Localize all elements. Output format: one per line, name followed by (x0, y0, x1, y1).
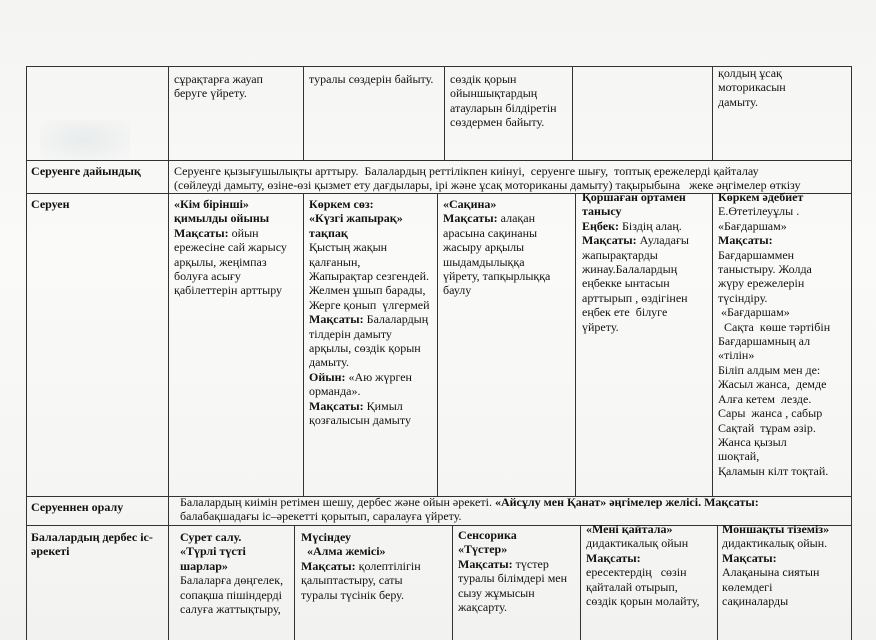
return-text-plain: Балалардың киімін ретімен шешу, дербес және ойын әрекеті. (180, 495, 495, 509)
table-border-col4-bot (580, 525, 581, 640)
walk-col1-goal: ойын ережесіне сай жарысу арқылы, жеңімпаз болуға асығу қабілеттерін арттыру (174, 225, 287, 298)
walk-col4-work: Біздің алаң. (619, 218, 682, 233)
independent-col1-title: Сурет салу. «Түрлі түсті шарлар» (180, 530, 246, 573)
walk-col2-goal2-label: Мақсаты: (309, 398, 364, 413)
table-border-col2-mid (303, 193, 304, 496)
walk-col5-goal-label: Мақсаты: (718, 233, 773, 248)
walk-col5-text: Бағдаршаммен таныстыру. Жолда жүру ережелерін түсіндіру. «Бағдаршам» Сақта көше тәртібін Бағдаршамның ал «тілін» Біліп алдым мен де: Жасыл жанса, демде Алға кетем лезде. Сары жанса , сабыр Сақтай тұрам әзір. Жанса қызыл шоқтай, Қаламын кілт тоқтай. (718, 247, 831, 478)
walk-col4 (582, 190, 712, 334)
independent-col5-title: Моншақты тіземіз» (722, 522, 830, 536)
table-border-col5-mid (712, 193, 713, 496)
independent-col2 (301, 530, 451, 602)
scan-smudge (40, 120, 130, 160)
table-border-col1 (168, 66, 169, 640)
preparation-text: Серуенге қызығушылықты арттыру. Балалардың реттілікпен киінуі, серуенге шығу, топтық ережелерді қайталау (сөйлеуді дамыту, өзіне-өзі қызмет ету дағдылары, ірі және ұсақ моториканы дамыту) тақырыбына жеке әңгімелер өткізу (174, 164, 801, 193)
walk-col5 (718, 190, 850, 478)
walk-col5-title: Көркем әдебиет (718, 190, 804, 204)
walk-col2-goal2: Қимыл қозғалысын дамыту (309, 398, 411, 428)
independent-col1 (180, 530, 292, 616)
walk-col3-goal-label: Мақсаты: (443, 211, 498, 226)
walk-col3-title: «Сақина» (443, 197, 497, 211)
table-border-col4-mid (575, 193, 576, 496)
table-border-col3-top (444, 66, 445, 160)
independent-col4 (586, 522, 716, 608)
walk-col4-title: Қоршаған ортамен танысу (582, 190, 686, 219)
independent-col5-goal-label: Мақсаты: (722, 550, 777, 565)
walk-col2-goal-label: Мақсаты: (309, 312, 364, 327)
walk-col4-work-label: Еңбек: (582, 218, 619, 233)
independent-col2-goal-label: Мақсаты: (301, 558, 356, 573)
independent-label: Балалардың дербес іс- әрекеті (31, 530, 153, 559)
walk-col1-goal-label: Мақсаты: (174, 225, 229, 240)
table-border-col3-bot (452, 525, 453, 640)
walk-col3-goal: алақан арасына сақинаны жасыру арқылы шыдамдылыққа үйрету, тапқырлыққа баулу (443, 211, 551, 298)
table-border-right (851, 66, 852, 640)
table-border-col4-top (572, 66, 573, 160)
walk-col5-author: Е.Өтетілеуұлы . «Бағдаршам» (718, 204, 800, 233)
table-border-col5-top (712, 66, 713, 160)
walk-col2-game: «Аю жүрген орманда». (309, 369, 412, 399)
independent-col3-goal-label: Мақсаты: (458, 556, 513, 571)
walk-col3 (443, 197, 575, 298)
independent-col4-goal: ересектердің сөзін қайталай отырып, сөздік қорын молайту, (586, 565, 700, 609)
independent-col4-sub: дидактикалық ойын (586, 536, 689, 551)
walk-col4-goal: Ауладағы жапырақтарды жинау.Балалардың еңбекке ынтасын арттырып , өздігінен еңбек ете білуге үйрету. (582, 233, 689, 334)
table-border-col5-bot (717, 525, 718, 640)
walk-col2 (309, 197, 439, 428)
top-row-cell-2: сұрақтарға жауап беруге үйрету. (174, 72, 263, 101)
independent-col5-sub: дидактикалық ойын. (722, 536, 828, 551)
table-border-col2-top (303, 66, 304, 160)
return-text-rest: балабақшадағы іс–әрекетті қорытып, саралауға үйрету. (180, 509, 462, 524)
walk-col2-game-label: Ойын: (309, 369, 346, 384)
independent-col5-goal: Алақанына сиятын көлемдегі сақиналарды (722, 565, 820, 609)
independent-col3-title: Сенсорика «Түстер» (458, 528, 517, 557)
table-border-left (26, 66, 27, 640)
walk-col1-title: «Кім бірінші» қимылды ойыны (174, 197, 270, 226)
walk-col2-title: Көркем сөз: «Күзгі жапырақ» тақпақ (309, 197, 403, 240)
top-row-cell-6: қолдың ұсақ моторикасын дамыту. (718, 66, 786, 109)
walk-col1 (174, 197, 302, 298)
table-border-col2-bot (294, 525, 295, 640)
top-row-cell-4: сөздік қорын ойыншықтардың атауларын білдіретін сөздермен байыту. (450, 72, 557, 130)
return-label: Серуеннен оралу (31, 500, 124, 514)
independent-col3 (458, 528, 580, 614)
return-text (180, 495, 848, 524)
table-border-row1 (26, 160, 852, 161)
walk-col4-goal-label: Мақсаты: (582, 233, 637, 248)
independent-col2-title: Мүсіндеу «Алма жемісі» (301, 530, 386, 559)
return-text-bold: «Айсұлу мен Қанат» әңгімелер желісі. Мақсаты: (494, 495, 759, 509)
independent-col4-title: «Мені қайтала» (586, 522, 673, 536)
independent-col3-goal: түстер туралы білімдері мен сызу жұмысын жақсарту. (458, 556, 568, 615)
walk-col2-poem: Қыстың жақын қалғанын, Жапырақтар сезгендей. Желмен ұшып барады, Жерге қонып үлгермей (309, 240, 430, 312)
walk-col2-goal: Балалардың тілдерін дамыту арқылы, сөздік қорын дамыту. (309, 312, 429, 370)
independent-col2-goal: қолептілігін қалыптастыру, саты туралы түсінік беру. (301, 558, 421, 602)
walk-label: Серуен (31, 197, 70, 211)
top-row-cell-3: туралы сөздерін байыту. (309, 72, 434, 86)
independent-col5 (722, 522, 850, 608)
preparation-label: Серуенге дайындық (31, 164, 141, 178)
independent-col1-text: Балаларға дөңгелек, сопақша пішіндерді салуға жаттықтыру, (180, 573, 284, 617)
independent-col4-goal-label: Мақсаты: (586, 550, 641, 565)
